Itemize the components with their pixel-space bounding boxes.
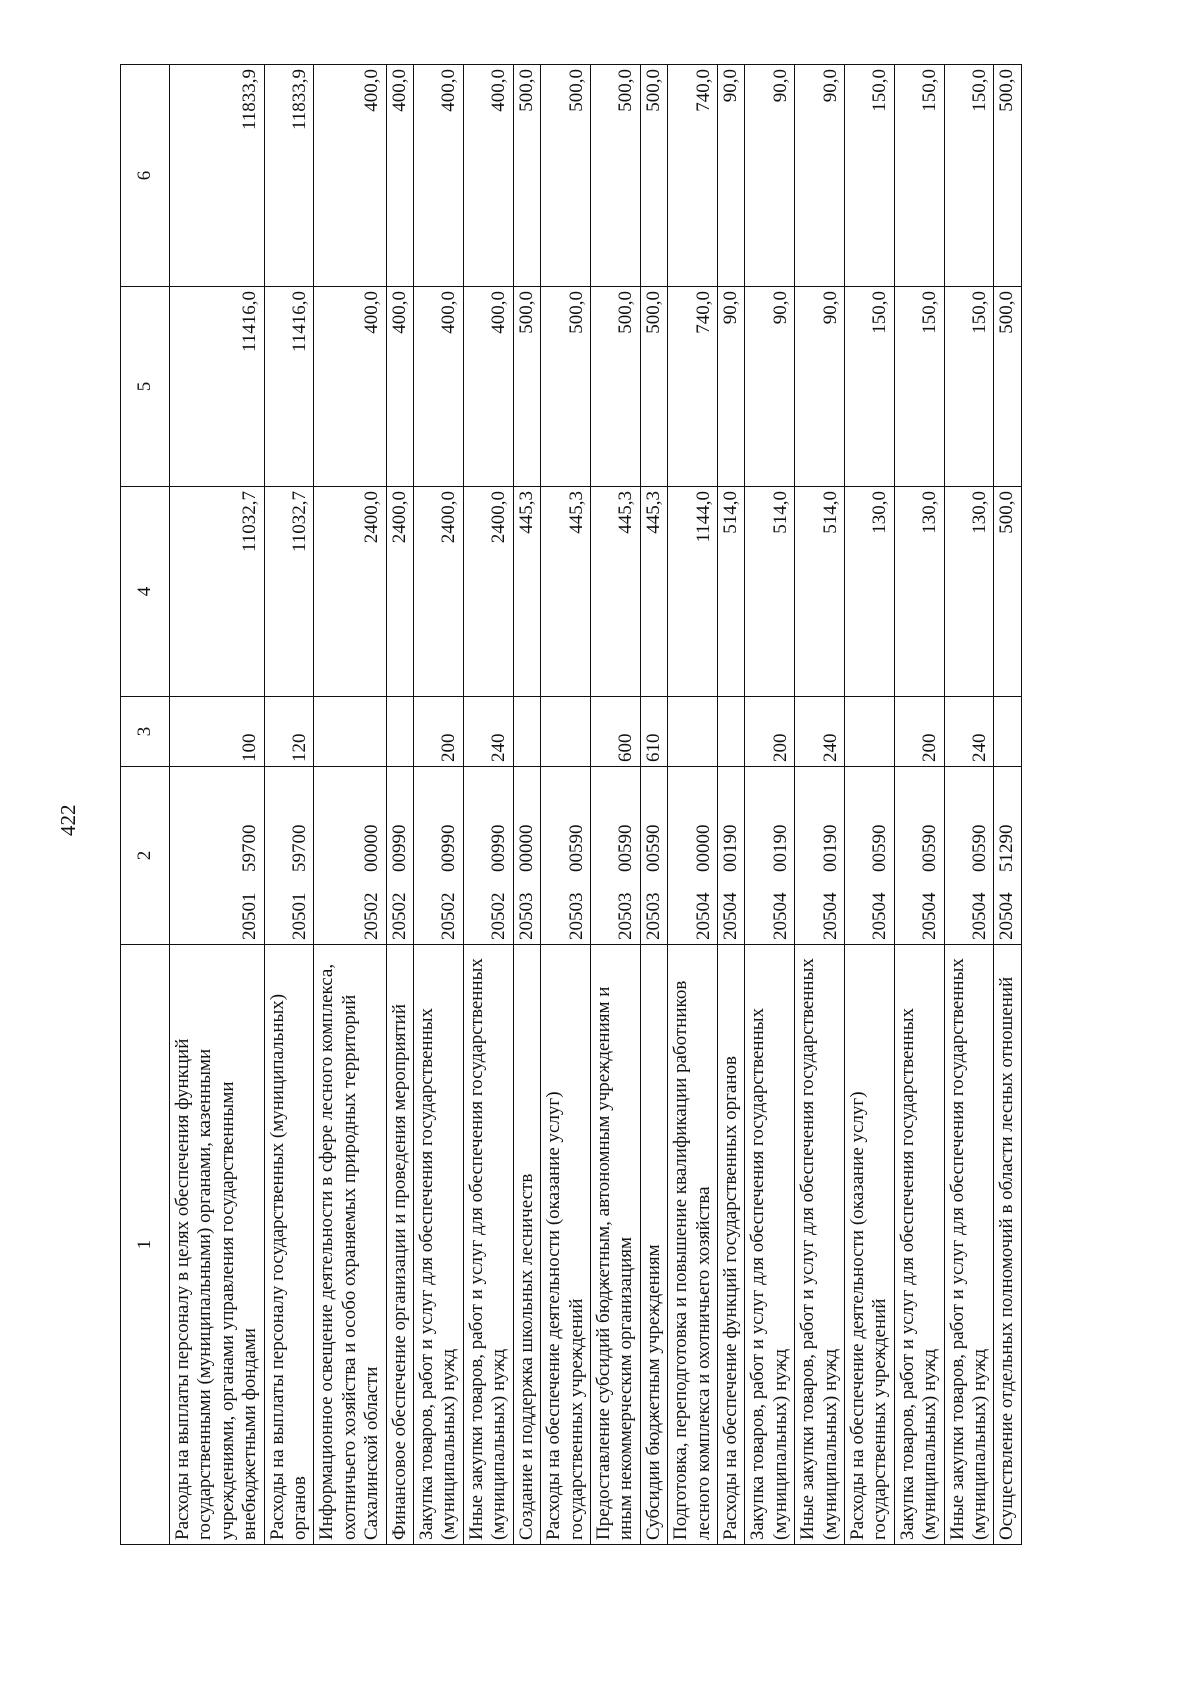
direction-code: 00590 [869,824,891,872]
direction-code: 00990 [438,824,460,872]
table-row [386,65,413,1545]
expense-type-cell: 200 [894,697,944,767]
expense-type-cell [717,697,744,767]
expense-type-cell: 240 [795,697,845,767]
amount-col6-cell: 740,0 [668,65,718,287]
row-code-cell [745,767,795,945]
program-code: 20504 [969,892,990,940]
direction-code: 00590 [919,824,941,872]
table-row [314,65,386,1545]
row-code-cell [668,767,718,945]
amount-col4-cell: 514,0 [717,487,744,697]
amount-col5-cell: 150,0 [894,287,944,487]
row-name-cell: Субсидии бюджетным учреждениям [640,945,667,1545]
amount-col4-cell: 2400,0 [463,487,513,697]
direction-code: 59700 [289,824,311,872]
amount-col4-cell: 445,3 [513,487,540,697]
amount-col6-cell: 150,0 [944,65,994,287]
row-name-cell: Расходы на обеспечение деятельности (оказание услуг) государственных учреждений [541,945,591,1545]
direction-code: 00190 [819,824,841,872]
amount-col5-cell: 500,0 [994,287,1021,487]
row-name-cell: Создание и поддержка школьных лесничеств [513,945,540,1545]
table-row [668,65,718,1545]
direction-code: 51290 [996,824,1018,872]
table-row [944,65,994,1545]
expense-type-cell: 100 [170,697,265,767]
amount-col5-cell: 11416,0 [264,287,314,487]
program-code: 20502 [388,892,410,940]
expense-type-cell [844,697,894,767]
program-code: 20502 [488,892,510,940]
direction-code: 00590 [615,824,637,872]
expense-type-cell: 200 [745,697,795,767]
amount-col5-cell: 400,0 [463,287,513,487]
program-code: 20504 [869,892,891,940]
table-row [541,65,591,1545]
amount-col5-cell: 90,0 [795,287,845,487]
direction-code: 00000 [361,824,383,872]
amount-col6-cell: 90,0 [745,65,795,287]
table-row [994,65,1021,1545]
row-name-cell: Предоставление субсидий бюджетным, автономным учреждениям и иным некоммерческим организациям [590,945,640,1545]
program-code: 20504 [996,892,1018,940]
amount-col6-cell: 500,0 [513,65,540,287]
amount-col6-cell: 11833,9 [170,65,265,287]
amount-col4-cell: 500,0 [994,487,1021,697]
program-code: 20502 [361,892,383,940]
row-name-cell: Расходы на выплаты персоналу в целях обеспечения функций государственными (муниципальными) органами, казенными учреждениями, органами управления государственными внебюджетными фондами [170,945,265,1545]
amount-col6-cell: 400,0 [386,65,413,287]
program-code: 20503 [615,892,637,940]
table-row [717,65,744,1545]
row-name-cell: Закупка товаров, работ и услуг для обеспечения государственных (муниципальных) нужд [414,945,464,1545]
amount-col5-cell: 150,0 [944,287,994,487]
table-row [170,65,265,1545]
row-code-cell [795,767,845,945]
amount-col6-cell: 400,0 [463,65,513,287]
row-code-cell [640,767,667,945]
row-code-cell [264,767,314,945]
amount-col5-cell: 90,0 [745,287,795,487]
program-code: 20504 [769,892,791,940]
row-code-cell [463,767,513,945]
amount-col4-cell: 445,3 [640,487,667,697]
direction-code: 00000 [692,824,714,872]
row-code-cell [994,767,1021,945]
row-code-cell [314,767,386,945]
row-name-cell: Финансовое обеспечение организации и проведения мероприятий [386,945,413,1545]
row-name-cell: Закупка товаров, работ и услуг для обеспечения государственных (муниципальных) нужд [745,945,795,1545]
row-name-cell: Иные закупки товаров, работ и услуг для обеспечения государственных (муниципальных) нужд [944,945,994,1545]
program-code: 20503 [515,892,537,940]
table-row [463,65,513,1545]
table-row [795,65,845,1545]
amount-col4-cell: 2400,0 [414,487,464,697]
amount-col4-cell: 514,0 [745,487,795,697]
row-name-cell: Расходы на обеспечение деятельности (оказание услуг) государственных учреждений [844,945,894,1545]
amount-col4-cell: 11032,7 [264,487,314,697]
amount-col5-cell: 90,0 [717,287,744,487]
amount-col6-cell: 500,0 [541,65,591,287]
page-number: 422 [56,804,80,836]
expense-type-cell: 600 [590,697,640,767]
amount-col6-cell: 400,0 [314,65,386,287]
expense-type-cell: 610 [640,697,667,767]
direction-code: 00590 [565,824,587,872]
amount-col5-cell: 150,0 [844,287,894,487]
expense-type-cell [513,697,540,767]
direction-code: 00190 [719,824,741,872]
program-code: 20503 [565,892,587,940]
program-code: 20504 [819,892,841,940]
amount-col5-cell: 400,0 [314,287,386,487]
program-code: 20502 [438,892,460,940]
amount-col4-cell: 130,0 [844,487,894,697]
table-row [844,65,894,1545]
table-row [894,65,944,1545]
column-header: 6 [121,65,170,287]
amount-col4-cell: 2400,0 [386,487,413,697]
row-name-cell: Информационное освещение деятельности в сфере лесного комплекса, охотничьего хозяйства и особо охраняемых природных территорий Сахалинской области [314,945,386,1545]
expense-type-cell [668,697,718,767]
amount-col4-cell: 445,3 [590,487,640,697]
column-header: 5 [121,287,170,487]
program-code: 20501 [289,892,311,940]
column-header: 2 [121,767,170,945]
expense-type-cell [541,697,591,767]
amount-col5-cell: 740,0 [668,287,718,487]
program-code: 20501 [239,892,261,940]
table-row [264,65,314,1545]
table-row [513,65,540,1545]
expense-type-cell: 200 [414,697,464,767]
row-code-cell [541,767,591,945]
row-code-cell [844,767,894,945]
row-code-cell [717,767,744,945]
row-name-cell: Расходы на обеспечение функций государственных органов [717,945,744,1545]
table-row [414,65,464,1545]
row-code-cell [513,767,540,945]
rotated-table-container [120,65,1120,1545]
column-header: 4 [121,487,170,697]
amount-col4-cell: 130,0 [944,487,994,697]
expense-type-cell [386,697,413,767]
amount-col5-cell: 400,0 [386,287,413,487]
expense-type-cell: 240 [463,697,513,767]
amount-col5-cell: 500,0 [640,287,667,487]
amount-col6-cell: 500,0 [640,65,667,287]
table-row [590,65,640,1545]
table-body [170,65,1022,1545]
amount-col4-cell: 514,0 [795,487,845,697]
row-name-cell: Осуществление отдельных полномочий в области лесных отношений [994,945,1021,1545]
amount-col6-cell: 500,0 [994,65,1021,287]
row-code-cell [414,767,464,945]
row-name-cell: Иные закупки товаров, работ и услуг для обеспечения государственных (муниципальных) нужд [795,945,845,1545]
direction-code: 00990 [388,824,410,872]
program-code: 20504 [719,892,741,940]
table-row [640,65,667,1545]
row-name-cell: Расходы на выплаты персоналу государственных (муниципальных) органов [264,945,314,1545]
row-name-cell: Подготовка, переподготовка и повышение квалификации работников лесного комплекса и охотничьего хозяйства [668,945,718,1545]
amount-col6-cell: 90,0 [795,65,845,287]
program-code: 20503 [642,892,664,940]
expense-type-cell: 240 [944,697,994,767]
direction-code: 00590 [969,824,990,872]
row-code-cell [590,767,640,945]
program-code: 20504 [919,892,941,940]
direction-code: 00000 [515,824,537,872]
amount-col4-cell: 445,3 [541,487,591,697]
amount-col5-cell: 500,0 [590,287,640,487]
column-header: 1 [121,945,170,1545]
expense-type-cell [994,697,1021,767]
amount-col5-cell: 500,0 [541,287,591,487]
row-code-cell [894,767,944,945]
amount-col6-cell: 400,0 [414,65,464,287]
row-name-cell: Закупка товаров, работ и услуг для обеспечения государственных (муниципальных) нужд [894,945,944,1545]
amount-col6-cell: 150,0 [844,65,894,287]
direction-code: 59700 [239,824,261,872]
row-code-cell [944,767,994,945]
amount-col4-cell: 11032,7 [170,487,265,697]
amount-col6-cell: 150,0 [894,65,944,287]
amount-col4-cell: 1144,0 [668,487,718,697]
direction-code: 00190 [769,824,791,872]
table-row [745,65,795,1545]
direction-code: 00990 [488,824,510,872]
direction-code: 00590 [642,824,664,872]
row-code-cell [170,767,265,945]
budget-table [120,64,1022,1545]
header-row [121,65,170,1545]
row-code-cell [386,767,413,945]
row-name-cell: Иные закупки товаров, работ и услуг для обеспечения государственных (муниципальных) нужд [463,945,513,1545]
amount-col5-cell: 500,0 [513,287,540,487]
program-code: 20504 [692,892,714,940]
amount-col4-cell: 130,0 [894,487,944,697]
column-header: 3 [121,697,170,767]
amount-col6-cell: 500,0 [590,65,640,287]
expense-type-cell [314,697,386,767]
amount-col6-cell: 90,0 [717,65,744,287]
amount-col5-cell: 400,0 [414,287,464,487]
amount-col4-cell: 2400,0 [314,487,386,697]
amount-col5-cell: 11416,0 [170,287,265,487]
expense-type-cell: 120 [264,697,314,767]
amount-col6-cell: 11833,9 [264,65,314,287]
